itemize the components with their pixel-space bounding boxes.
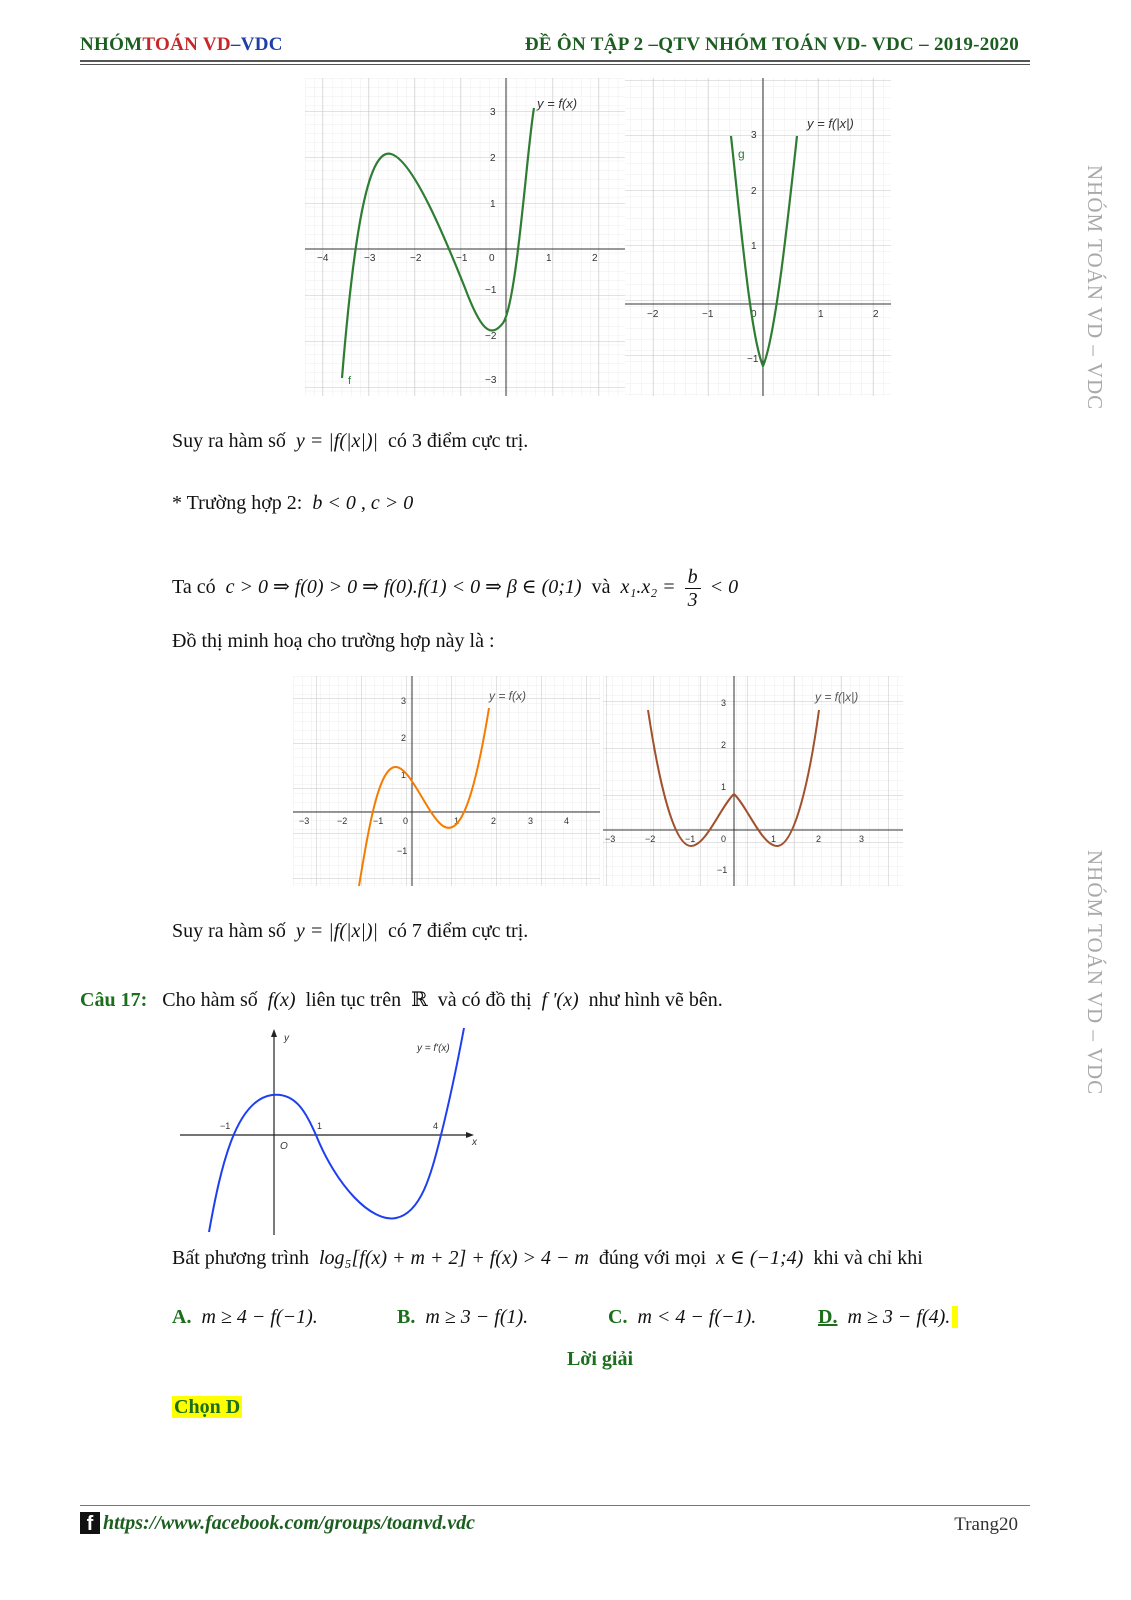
answer-choice [172, 1396, 242, 1419]
side-watermark-bottom: NHÓM TOÁN VD – VDC [1083, 850, 1107, 1096]
header-group-part3: –VDC [230, 34, 283, 55]
text: có 3 điểm cực trị. [388, 430, 529, 452]
choice-letter: D. [818, 1306, 838, 1328]
tick-label: 3 [401, 696, 407, 706]
axis-label-x: x [472, 1137, 477, 1148]
graph-f-prime [176, 1025, 486, 1237]
header-doc-title: ĐỀ ÔN TẬP 2 –QTV NHÓM TOÁN VD- VDC – 2019-2020 [524, 34, 1019, 55]
text: và có đồ thị [437, 989, 532, 1011]
math-expression: x ∈ (−1;4) [716, 1247, 804, 1269]
side-watermark-top: NHÓM TOÁN VD – VDC [1083, 165, 1107, 411]
text: đúng với mọi [598, 1247, 707, 1269]
choice-a[interactable] [172, 1306, 318, 1329]
tick-label: 1 [771, 834, 777, 844]
tick-label: 2 [873, 309, 879, 320]
tick-label: −1 [456, 253, 468, 264]
tick-label: 3 [751, 130, 757, 141]
choice-text: m ≥ 4 − f(−1). [201, 1306, 318, 1328]
tick-label: 3 [721, 698, 727, 708]
text: như hình vẽ bên. [588, 989, 723, 1011]
graph-f-abs-case1 [625, 78, 891, 396]
math-expression: c > 0 ⇒ f(0) > 0 ⇒ f(0).f(1) < 0 ⇒ β ∈ (0;1) [225, 576, 582, 599]
root-label: −1 [220, 1121, 231, 1131]
graph-f-abs-case2 [603, 676, 903, 886]
axis-label-y: y [284, 1033, 289, 1044]
text: Suy ra hàm số [172, 920, 286, 942]
tick-label: 4 [564, 816, 570, 826]
footer-rule [80, 1505, 1030, 1506]
tick-label: 2 [816, 834, 822, 844]
tick-label: −1 [747, 354, 759, 365]
tick-label: −1 [685, 834, 696, 844]
tick-label: −2 [410, 253, 422, 264]
page-number: Trang20 [954, 1514, 1018, 1535]
y-axis-arrow [271, 1029, 277, 1037]
choice-letter: B. [397, 1306, 416, 1328]
text: và [591, 576, 611, 599]
solution-title: Lời giải [566, 1348, 634, 1370]
curve-name: f [348, 375, 352, 387]
origin-label: O [280, 1141, 288, 1152]
question-17 [80, 987, 723, 1012]
header-group-name [80, 34, 283, 56]
root-label: 1 [317, 1121, 323, 1131]
conclusion-case2 [172, 920, 528, 943]
tick-label: 1 [818, 309, 824, 320]
illustration-caption: Đồ thị minh hoạ cho trường hợp này là : [172, 630, 495, 652]
math-expression: ℝ [411, 989, 428, 1011]
curve-name: g [738, 147, 745, 161]
tick-label: −1 [373, 816, 384, 826]
text: Bất phương trình [172, 1247, 309, 1269]
text: liên tục trên [305, 989, 402, 1011]
tick-label: 2 [401, 733, 407, 743]
curve-f-prime [209, 1028, 464, 1232]
tick-label: −3 [299, 816, 310, 826]
tick-label: 0 [751, 309, 757, 320]
text: * Trường hợp 2: [172, 492, 303, 514]
choice-text: m ≥ 3 − f(1). [425, 1306, 529, 1328]
choice-letter: C. [608, 1306, 628, 1328]
tick-label: 1 [546, 253, 552, 264]
conclusion-case1 [172, 430, 528, 453]
tick-label: 0 [489, 253, 495, 264]
facebook-group-link[interactable]: https://www.facebook.com/groups/toanvd.vdc [103, 1512, 476, 1534]
graph-label: y = f(x) [489, 689, 527, 703]
tick-label: 1 [454, 816, 460, 826]
tick-label: −1 [485, 285, 497, 296]
tick-label: −4 [317, 253, 329, 264]
math-expression: < 0 [709, 576, 739, 599]
fraction-denominator: 3 [687, 589, 698, 611]
tick-label: 3 [490, 107, 496, 118]
tick-label: 1 [721, 782, 727, 792]
facebook-icon: f [80, 1512, 100, 1534]
text: Suy ra hàm số [172, 430, 286, 452]
text: Cho hàm số [162, 989, 258, 1011]
tick-label: 2 [721, 740, 727, 750]
choice-text: m < 4 − f(−1). [637, 1306, 757, 1328]
choice-letter: A. [172, 1306, 192, 1328]
math-expression: f '(x) [541, 989, 579, 1011]
choice-c[interactable] [608, 1306, 756, 1329]
tick-label: 1 [490, 199, 496, 210]
derivation-line [172, 566, 738, 611]
text: Ta có [172, 576, 216, 599]
text: khi và chỉ khi [813, 1247, 923, 1269]
tick-label: −1 [717, 865, 728, 875]
graph-label: y = f(|x|) [807, 116, 854, 131]
tick-label: −3 [485, 375, 497, 386]
tick-label: −3 [364, 253, 376, 264]
graph-f-case1 [305, 78, 625, 396]
math-expression: y = |f(|x|)| [295, 920, 379, 942]
graph-label: y = f'(x) [417, 1043, 450, 1054]
tick-label: 1 [401, 770, 407, 780]
tick-label: 2 [751, 186, 757, 197]
tick-label: 2 [592, 253, 598, 264]
tick-label: 3 [528, 816, 534, 826]
question-label: Câu 17: [80, 989, 148, 1011]
inequality-statement [172, 1245, 923, 1270]
math-expression: f(x) [267, 989, 296, 1011]
tick-label: 2 [491, 816, 497, 826]
text: có 7 điểm cực trị. [388, 920, 529, 942]
math-expression: y = |f(|x|)| [295, 430, 379, 452]
tick-label: −2 [645, 834, 656, 844]
fraction [685, 566, 701, 611]
math-expression: log₅[f(x) + m + 2] + f(x) > 4 − m [318, 1247, 589, 1269]
tick-label: 2 [490, 153, 496, 164]
graph-label: y = f(x) [537, 96, 578, 111]
case2-heading [172, 492, 413, 515]
tick-label: 0 [721, 834, 727, 844]
tick-label: 0 [403, 816, 409, 826]
header-group-part1: NHÓM [80, 34, 143, 55]
tick-label: −2 [337, 816, 348, 826]
tick-label: 3 [859, 834, 865, 844]
tick-label: −2 [647, 309, 659, 320]
graph-label: y = f(|x|) [815, 690, 859, 704]
math-expression: b < 0 , c > 0 [312, 492, 414, 514]
tick-label: −1 [397, 846, 408, 856]
header-rule-thin [80, 64, 1030, 65]
answer-text: Chọn D [174, 1396, 241, 1418]
choice-text: m ≥ 3 − f(4). [847, 1306, 958, 1328]
header-group-part2: TOÁN VD [142, 34, 231, 55]
choice-b[interactable] [397, 1306, 528, 1329]
choice-d[interactable] [818, 1306, 958, 1329]
tick-label: −1 [702, 309, 714, 320]
tick-label: −2 [485, 331, 497, 342]
math-expression: x₁.x₂ = [620, 576, 676, 599]
root-label: 4 [433, 1121, 439, 1131]
graph-f-case2 [293, 676, 600, 886]
header-rule [80, 60, 1030, 62]
tick-label: −3 [605, 834, 616, 844]
tick-label: 1 [751, 241, 757, 252]
fraction-numerator: b [685, 566, 701, 589]
